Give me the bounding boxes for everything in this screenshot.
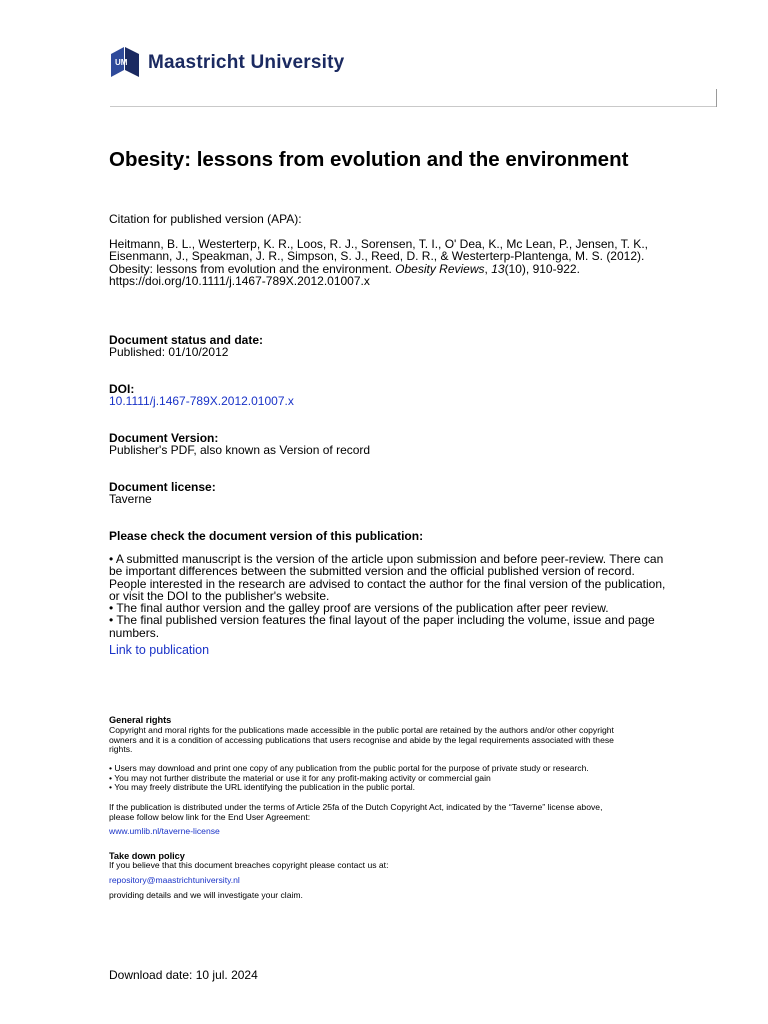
document-version-label: Document Version:: [109, 431, 219, 445]
taverne-text: [109, 803, 602, 822]
document-version-section: [109, 432, 719, 457]
download-date: Download date: 10 jul. 2024: [109, 968, 258, 982]
general-rights-bullets: [109, 764, 589, 793]
doi-section: [109, 383, 719, 408]
logo-letter-u: UM: [115, 58, 128, 67]
take-down-text: If you believe that this document breaches copyright please contact us at:: [109, 860, 389, 870]
check-version-heading: Please check the document version of this publication:: [109, 529, 424, 543]
general-rights-line: Copyright and moral rights for the publications made accessible in the public portal are retained by the authors and/or other copyright: [109, 725, 614, 735]
list-item: be important differences between the submitted version and the official published version of record.: [109, 564, 635, 579]
list-item: People interested in the research are advised to contact the author for the final version of the publication,: [109, 576, 666, 591]
list-item: numbers.: [109, 625, 160, 640]
list-item: • The final author version and the galley proof are versions of the publication after peer review.: [109, 601, 609, 616]
doi-label: DOI:: [109, 382, 135, 396]
document-status-label: Document status and date:: [109, 333, 264, 347]
citation-label: Citation for published version (APA):: [109, 212, 302, 226]
citation-title-text: Obesity: lessons from evolution and the environment.: [109, 261, 396, 276]
list-item: or visit the DOI to the publisher's website.: [109, 588, 330, 603]
general-rights-title: General rights: [109, 715, 172, 725]
document-status-value: Published: 01/10/2012: [109, 345, 229, 360]
list-item: • Users may download and print one copy of any publication from the public portal for the purpose of private study or research.: [109, 763, 589, 773]
taverne-license-link[interactable]: www.umlib.nl/taverne-license: [109, 826, 220, 836]
document-license-section: [109, 481, 719, 506]
take-down-after-text: providing details and we will investigate your claim.: [109, 890, 303, 900]
citation-doi-url: https://doi.org/10.1111/j.1467-789X.2012.01007.x: [109, 273, 370, 288]
document-license-value: Taverne: [109, 492, 152, 507]
citation-volume: 13: [491, 261, 505, 276]
citation-journal: Obesity Reviews: [395, 261, 485, 276]
citation-line: Heitmann, B. L., Westerterp, K. R., Loos, R. J., Sorensen, T. I., O' Dea, K., Mc Lean, P., Jensen, T. K.,: [109, 237, 648, 251]
link-to-publication[interactable]: Link to publication: [109, 643, 210, 657]
list-item: • You may not further distribute the material or use it for any profit-making activity or commercial gain: [109, 772, 491, 783]
taverne-line: If the publication is distributed under the terms of Article 25fa of the Dutch Copyright Act, indicated by the “Taverne” license above,: [109, 802, 603, 812]
take-down-title: Take down policy: [109, 851, 185, 861]
taverne-line: please follow below link for the End User Agreement:: [109, 811, 311, 822]
header-divider-tick: [716, 89, 717, 107]
document-title: Obesity: lessons from evolution and the environment: [109, 148, 629, 171]
university-logo-icon: [111, 47, 139, 77]
document-license-label: Document license:: [109, 480, 216, 494]
citation-issue-pages: (10), 910-922.: [504, 261, 580, 276]
citation-sep: ,: [484, 261, 492, 276]
list-item: • A submitted manuscript is the version of the article upon submission and before peer-review. There can: [109, 552, 664, 566]
citation-line: Eisenmann, J., Speakman, J. R., Simpson, S. J., Reed, D. R., & Westerterp-Plantenga, M. S. (2012).: [109, 249, 645, 264]
repository-email-link[interactable]: repository@maastrichtuniversity.nl: [109, 875, 240, 885]
citation-block: [109, 238, 709, 287]
doi-link[interactable]: 10.1111/j.1467-789X.2012.01007.x: [109, 394, 294, 409]
list-item: • The final published version features the final layout of the paper including the volume, issue and page: [109, 613, 655, 628]
general-rights-text: [109, 726, 721, 755]
document-version-value: Publisher's PDF, also known as Version of record: [109, 443, 371, 458]
university-name: Maastricht University: [148, 52, 345, 73]
list-item: • You may freely distribute the URL identifying the publication in the public portal.: [109, 782, 416, 793]
check-version-list: [109, 553, 721, 639]
document-status-section: [109, 334, 719, 359]
general-rights-line: owners and it is a condition of accessing publications that users recognise and abide by the legal requirements associated with these: [109, 734, 614, 745]
header-divider: [110, 106, 716, 107]
general-rights-line: rights.: [109, 744, 133, 755]
